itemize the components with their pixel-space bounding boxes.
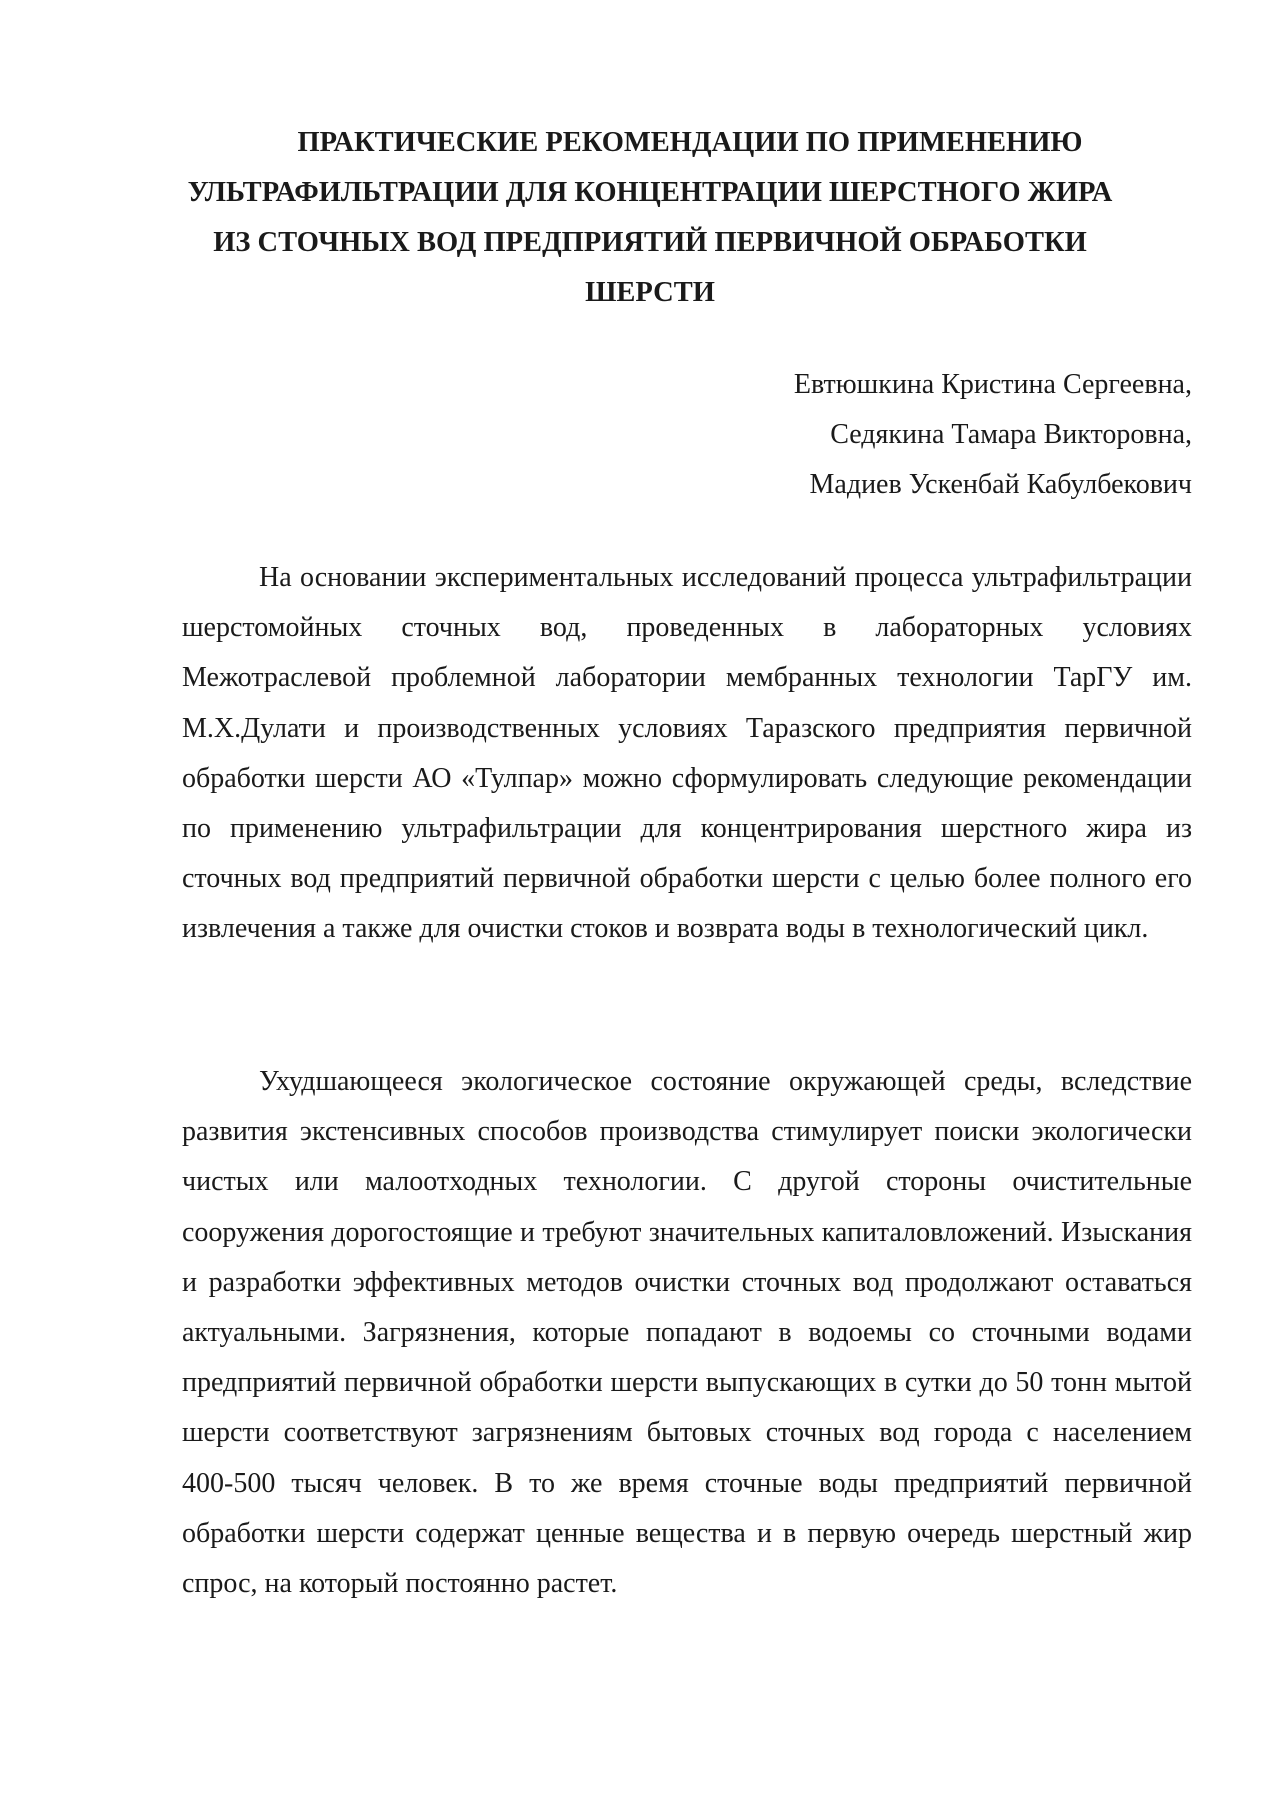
- title-line: ИЗ СТОЧНЫХ ВОД ПРЕДПРИЯТИЙ ПЕРВИЧНОЙ ОБРАБОТКИ: [213, 227, 1087, 258]
- title-line: ШЕРСТИ: [585, 277, 715, 308]
- author-list: [600, 360, 1192, 510]
- body-paragraph: На основании экспериментальных исследований процесса ультрафильтрации шерстомойных сточных вод, проведенных в лабораторных условиях Межотраслевой проблемной лаборатории мембранных технологии ТарГУ им. М.Х.Дулати и производственных условиях Таразского предприятия первичной обработки шерсти АО «Тулпар» можно сформулировать следующие рекомендации по применению ультрафильтрации для концентрирования шерстного жира из сточных вод предприятий первичной обработки шерсти с целью более полного его извлечения а также для очистки стоков и возврата воды в технологический цикл.: [182, 562, 1192, 945]
- author-name: Седякина Тамара Викторовна,: [830, 419, 1192, 450]
- document-title: [150, 118, 1150, 318]
- body-paragraph-block: [182, 553, 1192, 955]
- title-line: УЛЬТРАФИЛЬТРАЦИИ ДЛЯ КОНЦЕНТРАЦИИ ШЕРСТНОГО ЖИРА: [187, 177, 1113, 208]
- body-paragraph: Ухудшающееся экологическое состояние окружающей среды, вследствие развития экстенсивных способов производства стимулирует поиски экологически чистых или малоотходных технологии. С другой стороны очистительные сооружения дорогостоящие и требуют значительных капиталовложений. Изыскания и разработки эффективных методов очистки сточных вод продолжают оставаться актуальными. Загрязнения, которые попадают в водоемы со сточными водами предприятий первичной обработки шерсти выпускающих в сутки до 50 тонн мытой шерсти соответствуют загрязнениям бытовых сточных вод города с населением 400-500 тысяч человек. В то же время сточные воды предприятий первичной обработки шерсти содержат ценные вещества и в первую очередь шерстный жир спрос, на который постоянно растет.: [182, 1066, 1192, 1600]
- title-line: ПРАКТИЧЕСКИЕ РЕКОМЕНДАЦИИ ПО ПРИМЕНЕНИЮ: [297, 127, 1083, 158]
- author-name: Евтюшкина Кристина Сергеевна,: [793, 369, 1192, 400]
- body-paragraph-block: [182, 1057, 1192, 1609]
- author-name: Мадиев Ускенбай Кабулбекович: [809, 469, 1192, 500]
